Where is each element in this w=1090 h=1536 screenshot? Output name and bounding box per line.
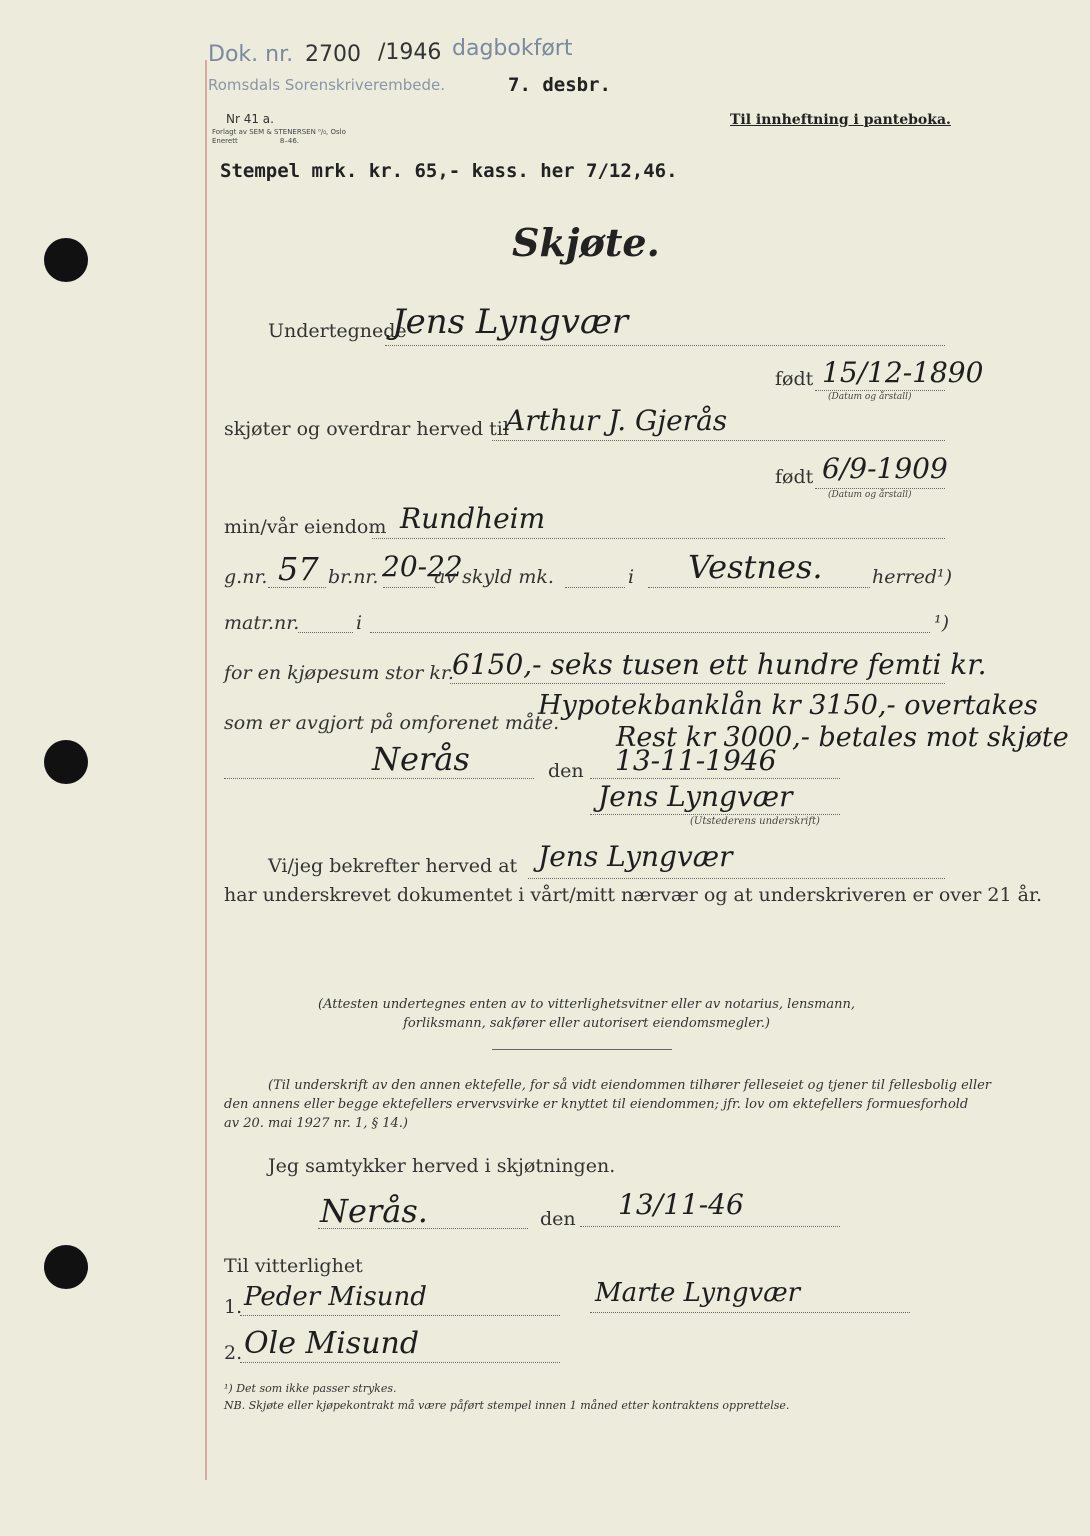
payment-line-2: Rest kr 3000,- betales mot skjøte: [616, 722, 1069, 753]
witness-1-line: [240, 1315, 560, 1316]
spouse-signature: Marte Lyngvær: [595, 1278, 801, 1308]
dok-nr: 2700: [305, 42, 361, 67]
matrnr-label: matr.nr.: [224, 612, 300, 634]
footnotes: [224, 1380, 789, 1414]
herred-label: herred¹): [872, 566, 953, 588]
den-label: den: [548, 760, 584, 782]
spouse-signature-line: [590, 1312, 910, 1313]
skyld-line: [565, 587, 625, 588]
sign-date: 13-11-1946: [615, 744, 777, 777]
gnr-value: 57: [278, 550, 319, 588]
spouse-note: (Til underskrift av den annen ektefelle, for så vidt eiendommen tilhører felleseiet og tjener til fellesbolig eller den annens eller begge ektefellers ervervsvirke er knyttet til eiendommen; jfr. lov om ektefellers formuesforhold av 20. mai 1927 nr. 1, § 14.): [224, 1078, 992, 1131]
consent-text: Jeg samtykker herved i skjøtningen.: [268, 1155, 616, 1177]
seller-born-line: [815, 390, 945, 391]
signature-hint: (Utstederens underskrift): [690, 816, 820, 827]
issuer-signature: Jens Lyngvær: [598, 780, 793, 813]
transfer-label: skjøter og overdrar herved til: [224, 418, 509, 440]
municipality-line: [648, 587, 870, 588]
sign-date-line: [590, 778, 840, 779]
property-line: [372, 538, 945, 539]
buyer-line: [492, 440, 945, 441]
footnote-nb: NB. Skjøte eller kjøpekontrakt må være påført stempel innen 1 måned etter kontraktens opprettelse.: [224, 1399, 790, 1412]
confirm-label: Vi/jeg bekrefter herved at: [268, 855, 518, 877]
skyld-label: av skyld mk.: [434, 566, 554, 588]
punch-hole: [44, 238, 88, 282]
price-label: for en kjøpesum stor kr.: [224, 662, 454, 684]
dagbokfort-stamp: dagbokført: [452, 36, 573, 61]
consent-date-line: [580, 1226, 840, 1227]
undertegnede-label: Undertegnede: [268, 320, 407, 342]
form-number: Nr 41 a.: [226, 112, 274, 126]
purpose-label: Til innheftning i panteboka.: [730, 112, 951, 128]
sign-place-line: [224, 778, 534, 779]
document-title: Skjøte.: [512, 220, 660, 265]
price-line: [450, 683, 945, 684]
consent-date: 13/11-46: [618, 1188, 744, 1221]
seller-birthdate: 15/12-1890: [822, 356, 984, 389]
footnote-strike: ¹) Det som ikke passer strykes.: [224, 1382, 397, 1395]
publisher-info: Forlagt av SEM & STENERSEN ⁰/₀, Oslo Enerett 8–46.: [212, 128, 346, 145]
witness-2-signature: Ole Misund: [244, 1326, 420, 1361]
buyer-fodt-label: født: [775, 466, 814, 488]
margin-rule: [205, 60, 207, 1480]
punch-hole: [44, 740, 88, 784]
attest-divider: [492, 1049, 672, 1050]
price-value: 6150,- seks tusen ett hundre femti kr.: [452, 648, 987, 681]
witness-1-signature: Peder Misund: [244, 1282, 427, 1312]
matr-i-label: i: [356, 612, 363, 634]
consent-place-line: [318, 1228, 528, 1229]
payment-label: som er avgjort på omforenet måte.: [224, 712, 560, 734]
property-name: Rundheim: [400, 502, 546, 535]
consent-den-label: den: [540, 1208, 576, 1230]
municipality: Vestnes.: [688, 548, 823, 586]
attest-note: (Attesten undertegnes enten av to vitterlighetsvitner eller av notarius, lensmann, forliksmann, sakfører eller autorisert eiendomsmegler.): [318, 997, 856, 1031]
buyer-born-line: [815, 488, 945, 489]
witness-label: Til vitterlighet: [224, 1255, 363, 1277]
buyer-datum-hint: (Datum og årstall): [828, 490, 912, 500]
i-label: i: [628, 566, 635, 588]
brnr-value: 20-22: [382, 550, 463, 583]
seller-name: Jens Lyngvær: [392, 302, 629, 342]
confirm-line: [528, 878, 945, 879]
office-stamp: Romsdals Sorenskriverembede.: [208, 76, 445, 94]
gnr-label: g.nr.: [224, 566, 268, 588]
buyer-name: Arthur J. Gjerås: [505, 404, 728, 437]
punch-hole: [44, 1245, 88, 1289]
brnr-label: br.nr.: [328, 566, 379, 588]
matr-footnote-mark: ¹): [934, 612, 950, 634]
register-date: 7. desbr.: [508, 74, 611, 96]
payment-line-1: Hypotekbanklån kr 3150,- overtakes: [538, 690, 1038, 721]
signature-line: [590, 814, 840, 815]
confirm-name: Jens Lyngvær: [538, 840, 733, 873]
brnr-line: [383, 587, 435, 588]
seller-datum-hint: (Datum og årstall): [828, 392, 912, 402]
witness-1-number: 1.: [224, 1296, 243, 1318]
matr-municipality-line: [370, 632, 930, 633]
eiendom-label: min/vår eiendom: [224, 516, 387, 538]
seller-fodt-label: født: [775, 368, 814, 390]
dok-nr-label: Dok. nr.: [208, 42, 294, 67]
buyer-birthdate: 6/9-1909: [822, 452, 948, 485]
confirm-text: har underskrevet dokumentet i vårt/mitt nærvær og at underskriveren er over 21 år.: [224, 884, 1042, 906]
matrnr-line: [298, 632, 353, 633]
consent-place: Nerås.: [320, 1192, 428, 1230]
witness-2-number: 2.: [224, 1342, 243, 1364]
stamp-duty-line: Stempel mrk. kr. 65,- kass. her 7/12,46.: [220, 160, 678, 182]
seller-line: [385, 345, 945, 346]
sign-place: Nerås: [372, 740, 470, 778]
witness-2-line: [240, 1362, 560, 1363]
year: /1946: [378, 40, 442, 65]
